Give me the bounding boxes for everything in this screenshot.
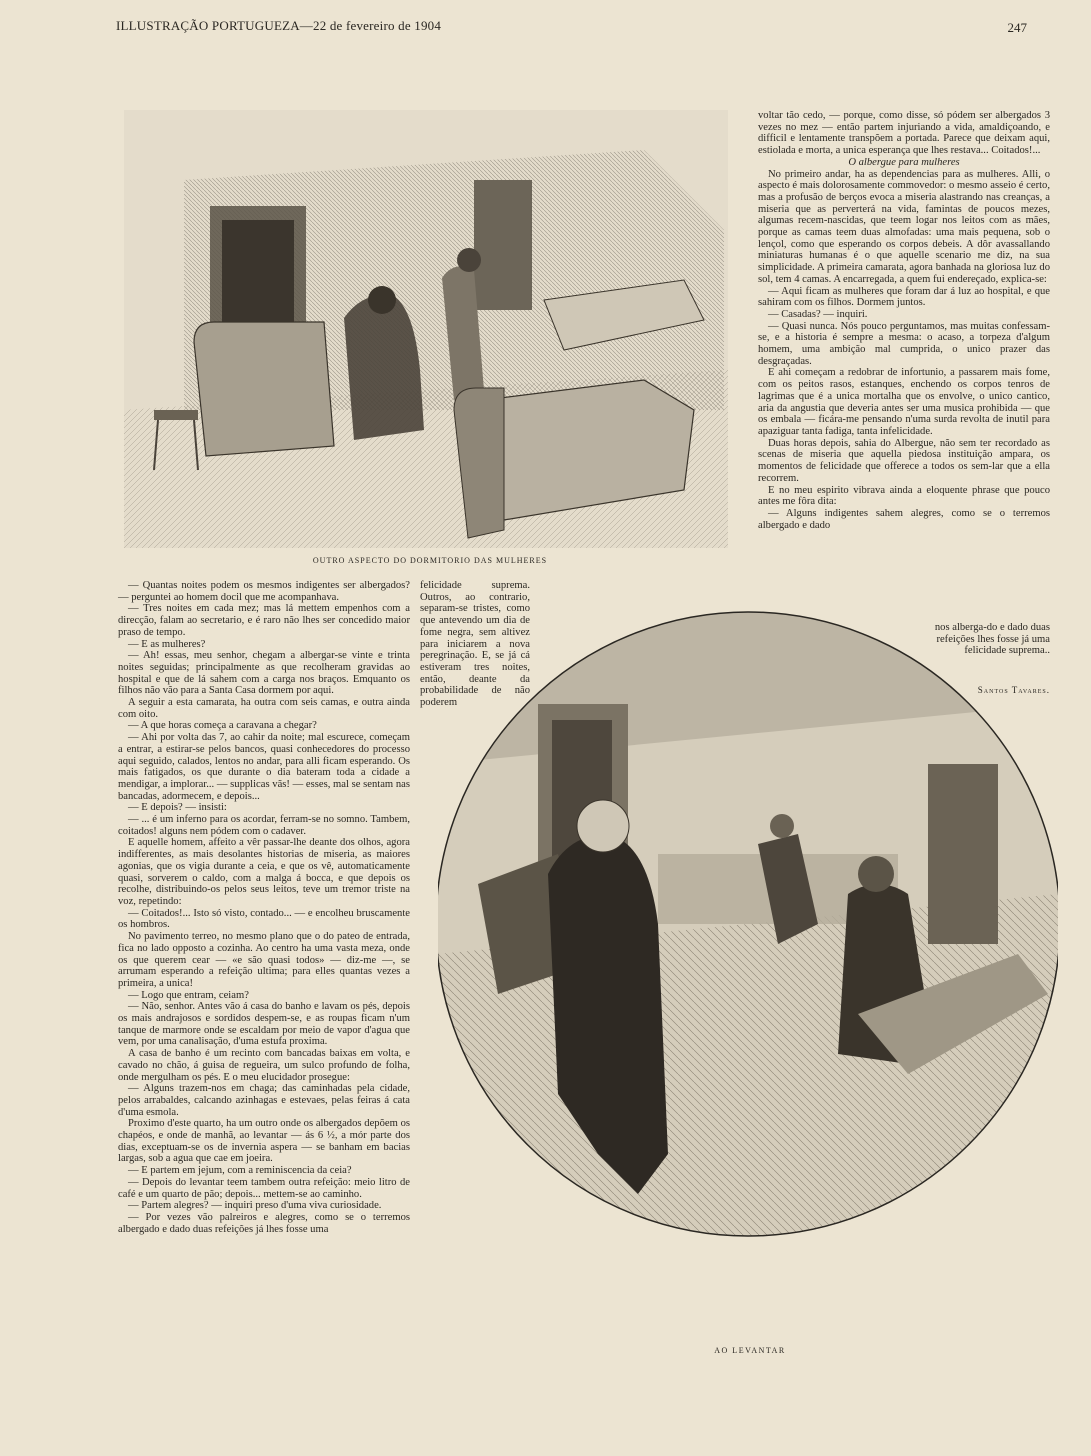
paragraph: — Ah! essas, meu senhor, chegam a albergar-se vinte e trinta noites seguidas; principalmente as que recolheram gravidas ao hospital e que de lá sahem com a carga nos braços. Emquanto os filhos não vão para a Santa Casa dormem por aqui. [118, 650, 410, 697]
paragraph: voltar tão cedo, — porque, como disse, só pódem ser albergados 3 vezes no mez — então partem injuriando a vida, amaldiçoando, e difficil e lentamente transpõem a portada. Parece que deixam aqui, estiolada e morta, a unica esperança que lhes restava... Coitados!... [758, 110, 1050, 157]
paragraph: — Depois do levantar teem tambem outra refeição: meio litro de café e um quarto de pão; depois... mettem-se ao caminho. [118, 1176, 410, 1200]
paragraph: No pavimento terreo, no mesmo plano que o do pateo de entrada, fica no lado opposto a cozinha. Ao centro ha uma vasta meza, onde os que querem cear — «e são quasi todos» — diz-me —, se arrumam esperando a refeição ultima; para elles quantas vezes a primeira, a unica! [118, 931, 410, 989]
paragraph: — E depois? — insisti: [128, 802, 227, 814]
author-signature: Santos Tavares. [977, 685, 1050, 695]
paragraph: — ... é um inferno para os acordar, ferram-se no somno. Tambem, coitados! alguns nem pódem com o cadaver. [118, 814, 410, 837]
paragraph: A seguir a esta camarata, ha outra com seis camas, e outra ainda com oito. [118, 697, 410, 720]
running-head: ILLUSTRAÇÃO PORTUGUEZA—22 de fevereiro de 1904 [116, 18, 442, 33]
paragraph: — Quantas noites podem os mesmos indigentes ser albergados? — perguntei ao homem docil que me acompanhava. [118, 580, 410, 603]
paragraph: — Tres noites em cada mez; mas lá mettem empenhos com a direcção, falam ao secretario, e é raro não lhes ser concedido maior praso de tempo. [118, 603, 410, 638]
section-heading: O albergue para mulheres [848, 156, 960, 168]
paragraph: — A que horas começa a caravana a chegar? [128, 720, 317, 732]
paragraph: No primeiro andar, ha as dependencias para as mulheres. Alli, o aspecto é mais dolorosamente commovedor: o mesmo asseio é certo, mas a profusão de berços evoca a miseria alastrando nas creanças, a miseria que as perverterá na vida, famintas de poucos mezes, algumas recem-nascidas, que teem logar nos leitos com as mães, porque as camas teem duas almofadas: uma mais pequena, sob o lençol, como que esperando os corpos debeis. A dôr avassallando miniaturas humanas é o que aquelle scenario me diz, na sua simplicidade. A primeira camarata, agora banhada na gloriosa luz do sol, tem 4 camas. A encarregada, a quem fui endereçado, explica-se: [758, 168, 1050, 285]
paragraph: — Ahi por volta das 7, ao cahir da noite; mal escurece, começam a entrar, a estirar-se pelos bancos, quasi conhecedores do processo aqui seguido, calados, lentos no andar, para alli ficam esperando. Os mais fatigados, os que durante o dia bateram toda a cidade a mendigar, a implorar... — supplicas vãs! — esses, mal se sentam nas bancadas, adormecem, e depois... [118, 732, 410, 802]
paragraph: Duas horas depois, sahia do Albergue, não sem ter recordado as scenas de miseria que aquella piedosa instituição ampara, os momentos de felicidade que offerece a todos os sem-lar que a ella recorrem. [758, 437, 1050, 484]
dormitory-illustration [124, 110, 728, 548]
paragraph: E ahi começam a redobrar de infortunio, a passarem mais fome, com os peitos rasos, estanques, enchendo os corpos tenros de lagrimas que é a unica mortalha que os envolve, o unico cantico, aria da angustia que deveria antes ser uma musica prohibida — que os embala — ficára-me pensando n'uma surda revolta de inutil para apaziguar tanta fadiga, tanta infelicidade. [758, 367, 1050, 437]
paragraph: — Alguns trazem-nos em chaga; das caminhadas pela cidade, pelos arrabaldes, calcando azinhagas e estevaes, pelas feiras á cata d'uma esmola. [118, 1083, 410, 1118]
paragraph: — Casadas? — inquiri. [768, 308, 868, 320]
paragraph: — Não, senhor. Antes vão á casa do banho e lavam os pés, depois os mais andrajosos e sordidos despem-se, e as roupas ficam n'um tanque de marmore onde se escaldam por meio de vapor d'agua que vem, por uma canalisação, d'uma estufa proxima. [118, 1001, 410, 1048]
paragraph: — Aqui ficam as mulheres que foram dar á luz ao hospital, e que sahiram com os filhos. Dormem juntos. [758, 285, 1050, 309]
paragraph: — Quasi nunca. Nós pouco perguntamos, mas muitas confessam-se, e a historia é sempre a mesma: o acaso, a torpeza d'algum homem, uma ambição mal cumprida, o unico prazer das desgraçadas. [758, 320, 1050, 367]
paragraph: — E partem em jejum, com a reminiscencia da ceia? [128, 1165, 352, 1177]
paragraph: — E as mulheres? [128, 638, 206, 650]
paragraph: — Coitados!... Isto só visto, contado... — e encolheu bruscamente os hombros. [118, 907, 410, 931]
paragraph: — Alguns indigentes sahem alegres, como se o terremos albergado e dado [758, 507, 1050, 531]
left-column [118, 580, 410, 1235]
bottom-figure-caption: AO LEVANTAR [714, 1346, 786, 1355]
top-figure-caption: OUTRO ASPECTO DO DORMITORIO DAS MULHERES [312, 556, 548, 565]
paragraph: E aquelle homem, affeito a vêr passar-lhe deante dos olhos, agora indifferentes, as mais desolantes historias de miseria, as maiores agonias, que os vigia durante a ceia, e que os vê, automaticamente quasi, sorverem o caldo, com a malga á bocca, e que depois os recolhe, distribuindo-os pelos seus leitos, teve um tremor triste na voz, repetindo: [118, 837, 410, 907]
middle-column: felicidade suprema. Outros, ao contrario, separam-se tristes, como que antevendo um dia de fome negra, sem altivez para iniciarem a nova peregrinação. E, se já cá estiveram tres noites, então, deante da probabilidade de não poderem [420, 580, 530, 709]
paragraph: A casa de banho é um recinto com bancadas baixas em volta, e cavado no chão, á guisa de regueira, um sulco profundo de folha, onde mergulham os pés. E o meu elucidador prosegue: [118, 1048, 410, 1083]
paragraph: — Logo que entram, ceiam? [128, 989, 249, 1001]
column-tail: nos alberga-do e dado duas refeições lhes fosse já uma felicidade suprema.. [934, 622, 1050, 657]
paragraph: Proximo d'este quarto, ha um outro onde os albergados depõem os chapéos, e onde de manhã, ao levantar — ás 6 ½, a mór parte dos dias, exceptuam-se os de invernia aspera — se banham em bacias largas, sob a agua que cae em joeira. [118, 1118, 410, 1165]
paragraph: E no meu espirito vibrava ainda a eloquente phrase que pouco antes me fôra dita: [758, 484, 1050, 508]
paragraph: — Partem alegres? — inquiri preso d'uma viva curiosidade. [128, 1200, 382, 1212]
paragraph: — Por vezes vão palreiros e alegres, como se o terremos albergado e dado duas refeições já lhes fosse uma [118, 1211, 410, 1235]
morning-illustration [438, 594, 1058, 1254]
page-number: 247 [1007, 20, 1027, 35]
right-column [758, 110, 1050, 531]
